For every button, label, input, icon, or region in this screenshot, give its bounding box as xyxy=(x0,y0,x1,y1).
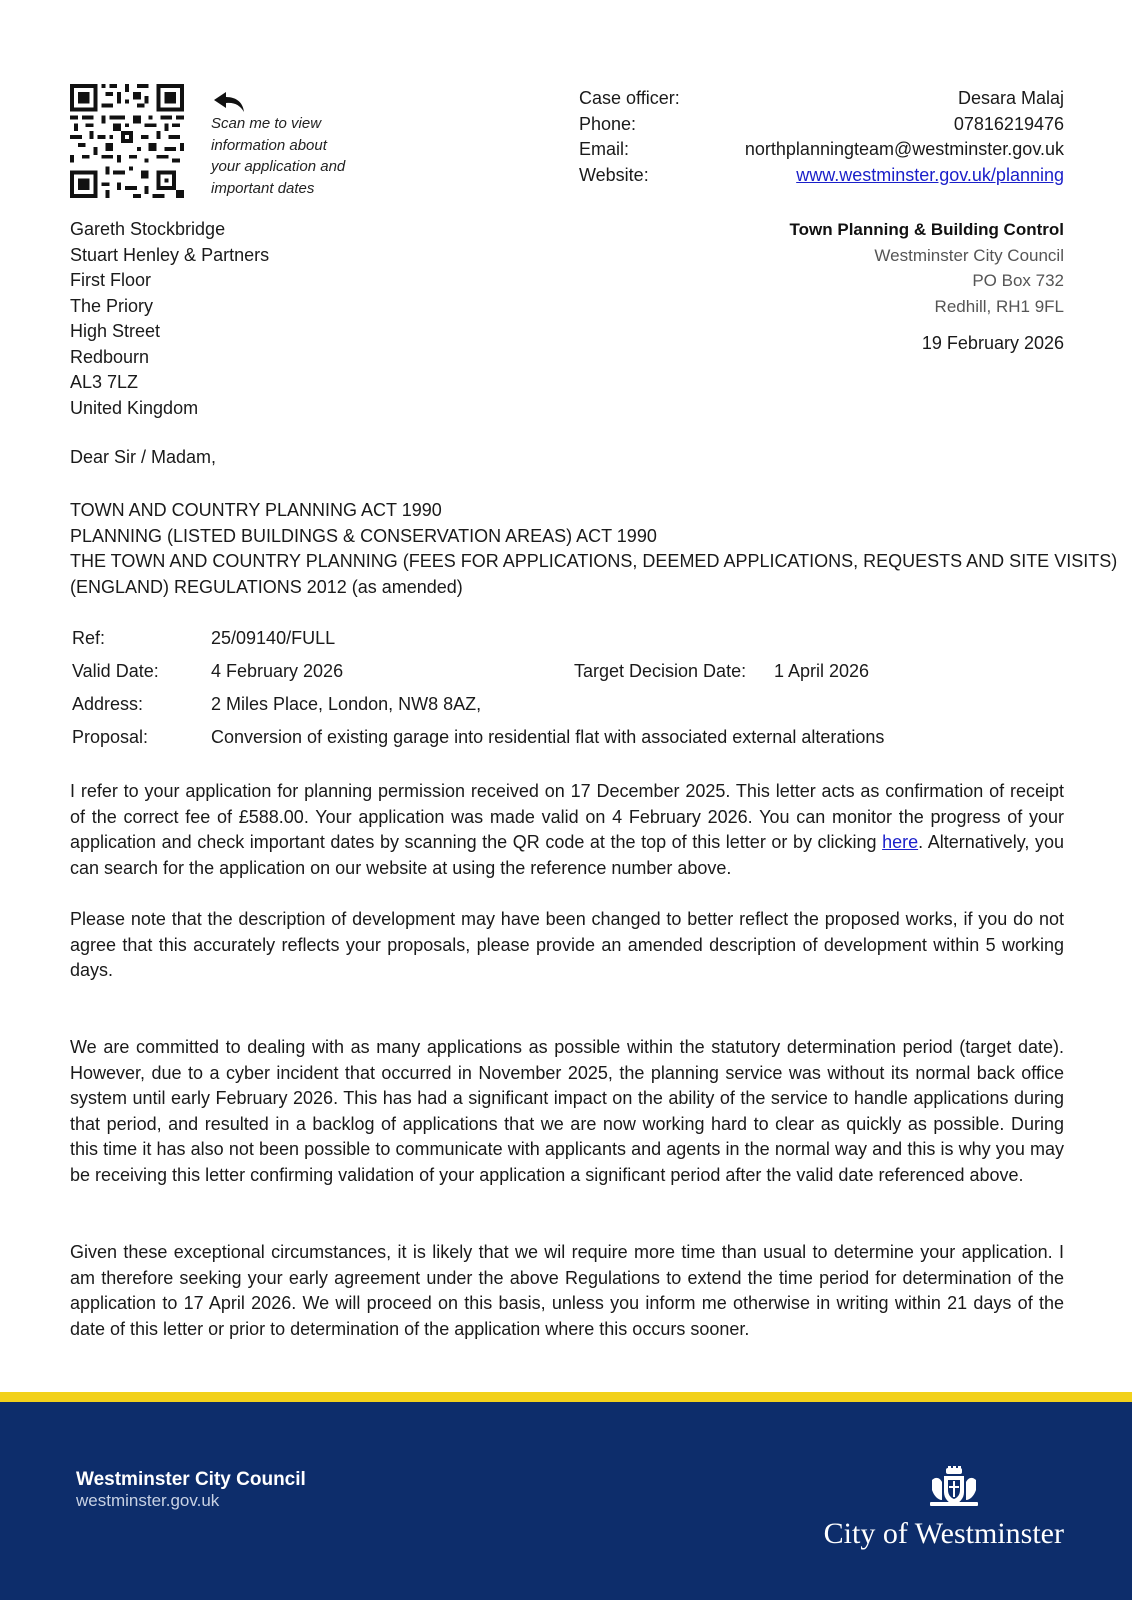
email-value: northplanningteam@westminster.gov.uk xyxy=(744,139,1064,159)
salutation: Dear Sir / Madam, xyxy=(70,447,217,467)
case-officer-row xyxy=(579,86,1064,112)
paragraph-extension: Given these exceptional circumstances, it is likely that we wil require more time than usual to determine your application. I am therefore seeking your early agreement under the above Regulations to extend the time period for determination of the application to 17 April 2026. We will proceed on this basis, unless you inform me otherwise in writing within 21 days of the date of this letter or prior to determination of the application where this occurs sooner. xyxy=(70,1242,1064,1339)
footer-website: westminster.gov.uk xyxy=(76,1491,220,1510)
qr-caption-line: important dates xyxy=(211,179,315,197)
recipient-line: Redbourn xyxy=(70,346,150,367)
qr-caption-line: your application and xyxy=(211,158,346,175)
recipient-line: Stuart Henley & Partners xyxy=(70,244,270,265)
paragraph-cyber-incident: We are committed to dealing with as many applications as possible within the statutory determination period (target date). However, due to a cyber incident that occurred in November 2025, the planning service was without its normal back office system until early February 2026. This has had a significant impact on the ability of the service to handle applications during that period, and resulted in a backlog of applications that we are now working hard to clear as quickly as possible. During this time it has also not been possible to communicate with applicants and agents in the normal way and this is why you may be receiving this letter confirming validation of your application a significant period after the valid date referenced above. xyxy=(70,1037,1064,1185)
legislation-line: (ENGLAND) REGULATIONS 2012 (as amended) xyxy=(70,576,463,597)
case-officer-value: Desara Malaj xyxy=(957,88,1064,108)
footer-stripe xyxy=(0,1392,1132,1402)
website-link[interactable]: www.westminster.gov.uk/planning xyxy=(796,164,1064,185)
qr-caption-line: Scan me to view xyxy=(211,115,322,132)
letter-date: 19 February 2026 xyxy=(921,333,1064,353)
paragraph-receipt xyxy=(70,779,1064,881)
paragraph-text: I refer to your application for planning permission received on 17 December 2025. This letter acts as confirmation of receipt of the correct fee of £588.00. Your application was made valid on 4 February 2026. You can monitor the progress of your application and check important dates by scanning the QR code at the top of this letter or by clicking xyxy=(70,781,1064,852)
proposal-value: Conversion of existing garage into residential flat with associated external alterations xyxy=(211,727,885,747)
paragraph-text: . Alternatively, you can search for the application on our website at using the reference number above. xyxy=(70,832,1064,878)
paragraph-description: Please note that the description of development may have been changed to better reflect the proposed works, if you do not agree that this accurately reflects your proposals, please provide an amended description of development within 5 working days. xyxy=(70,909,1064,980)
recipient-line: The Priory xyxy=(70,295,154,316)
qr-caption-line: information about xyxy=(211,136,327,154)
footer-council-name: Westminster City Council xyxy=(76,1469,306,1490)
recipient-line: Gareth Stockbridge xyxy=(70,219,226,239)
department-name: Town Planning & Building Control xyxy=(789,220,1064,239)
sender-town: Redhill, RH1 9FL xyxy=(934,296,1064,316)
website-label: Website: xyxy=(579,164,649,185)
qr-code[interactable] xyxy=(70,84,184,198)
phone-value: 07816219476 xyxy=(953,113,1064,134)
email-row xyxy=(579,137,1064,163)
council-name: Westminster City Council xyxy=(874,245,1064,265)
recipient-line: United Kingdom xyxy=(70,397,199,418)
crest-icon xyxy=(926,1466,982,1508)
phone-label: Phone: xyxy=(579,113,637,134)
reply-arrow-icon xyxy=(212,90,246,114)
target-date-label: Target Decision Date: xyxy=(574,661,747,681)
address-label: Address: xyxy=(72,694,144,714)
case-officer-label: Case officer: xyxy=(579,88,680,108)
recipient-line: High Street xyxy=(70,321,161,341)
legislation-line: THE TOWN AND COUNTRY PLANNING (FEES FOR APPLICATIONS, DEEMED APPLICATIONS, REQUESTS AND SITE VISITS) xyxy=(70,551,1118,571)
phone-row xyxy=(579,112,1064,138)
valid-date-label: Valid Date: xyxy=(72,661,159,681)
sender-address xyxy=(790,217,1064,319)
ref-label: Ref: xyxy=(72,628,106,648)
legislation-heading xyxy=(70,498,1118,600)
po-box: PO Box 732 xyxy=(972,271,1064,290)
target-date-value: 1 April 2026 xyxy=(774,661,870,681)
proposal-label: Proposal: xyxy=(72,727,149,747)
ref-value: 25/09140/FULL xyxy=(211,628,336,648)
valid-date-value: 4 February 2026 xyxy=(211,661,344,681)
website-row xyxy=(579,163,1064,189)
recipient-line: First Floor xyxy=(70,270,151,290)
recipient-address xyxy=(70,217,269,421)
recipient-line: AL3 7LZ xyxy=(70,372,139,392)
address-value: 2 Miles Place, London, NW8 8AZ, xyxy=(211,694,482,714)
legislation-line: TOWN AND COUNTRY PLANNING ACT 1990 xyxy=(70,500,442,520)
contact-block xyxy=(579,86,1064,188)
legislation-line: PLANNING (LISTED BUILDINGS & CONSERVATION AREAS) ACT 1990 xyxy=(70,525,657,546)
city-of-westminster-logo: City of Westminster xyxy=(823,1517,1064,1550)
email-label: Email: xyxy=(579,139,630,159)
application-link[interactable]: here xyxy=(882,832,919,852)
qr-caption xyxy=(211,113,371,199)
